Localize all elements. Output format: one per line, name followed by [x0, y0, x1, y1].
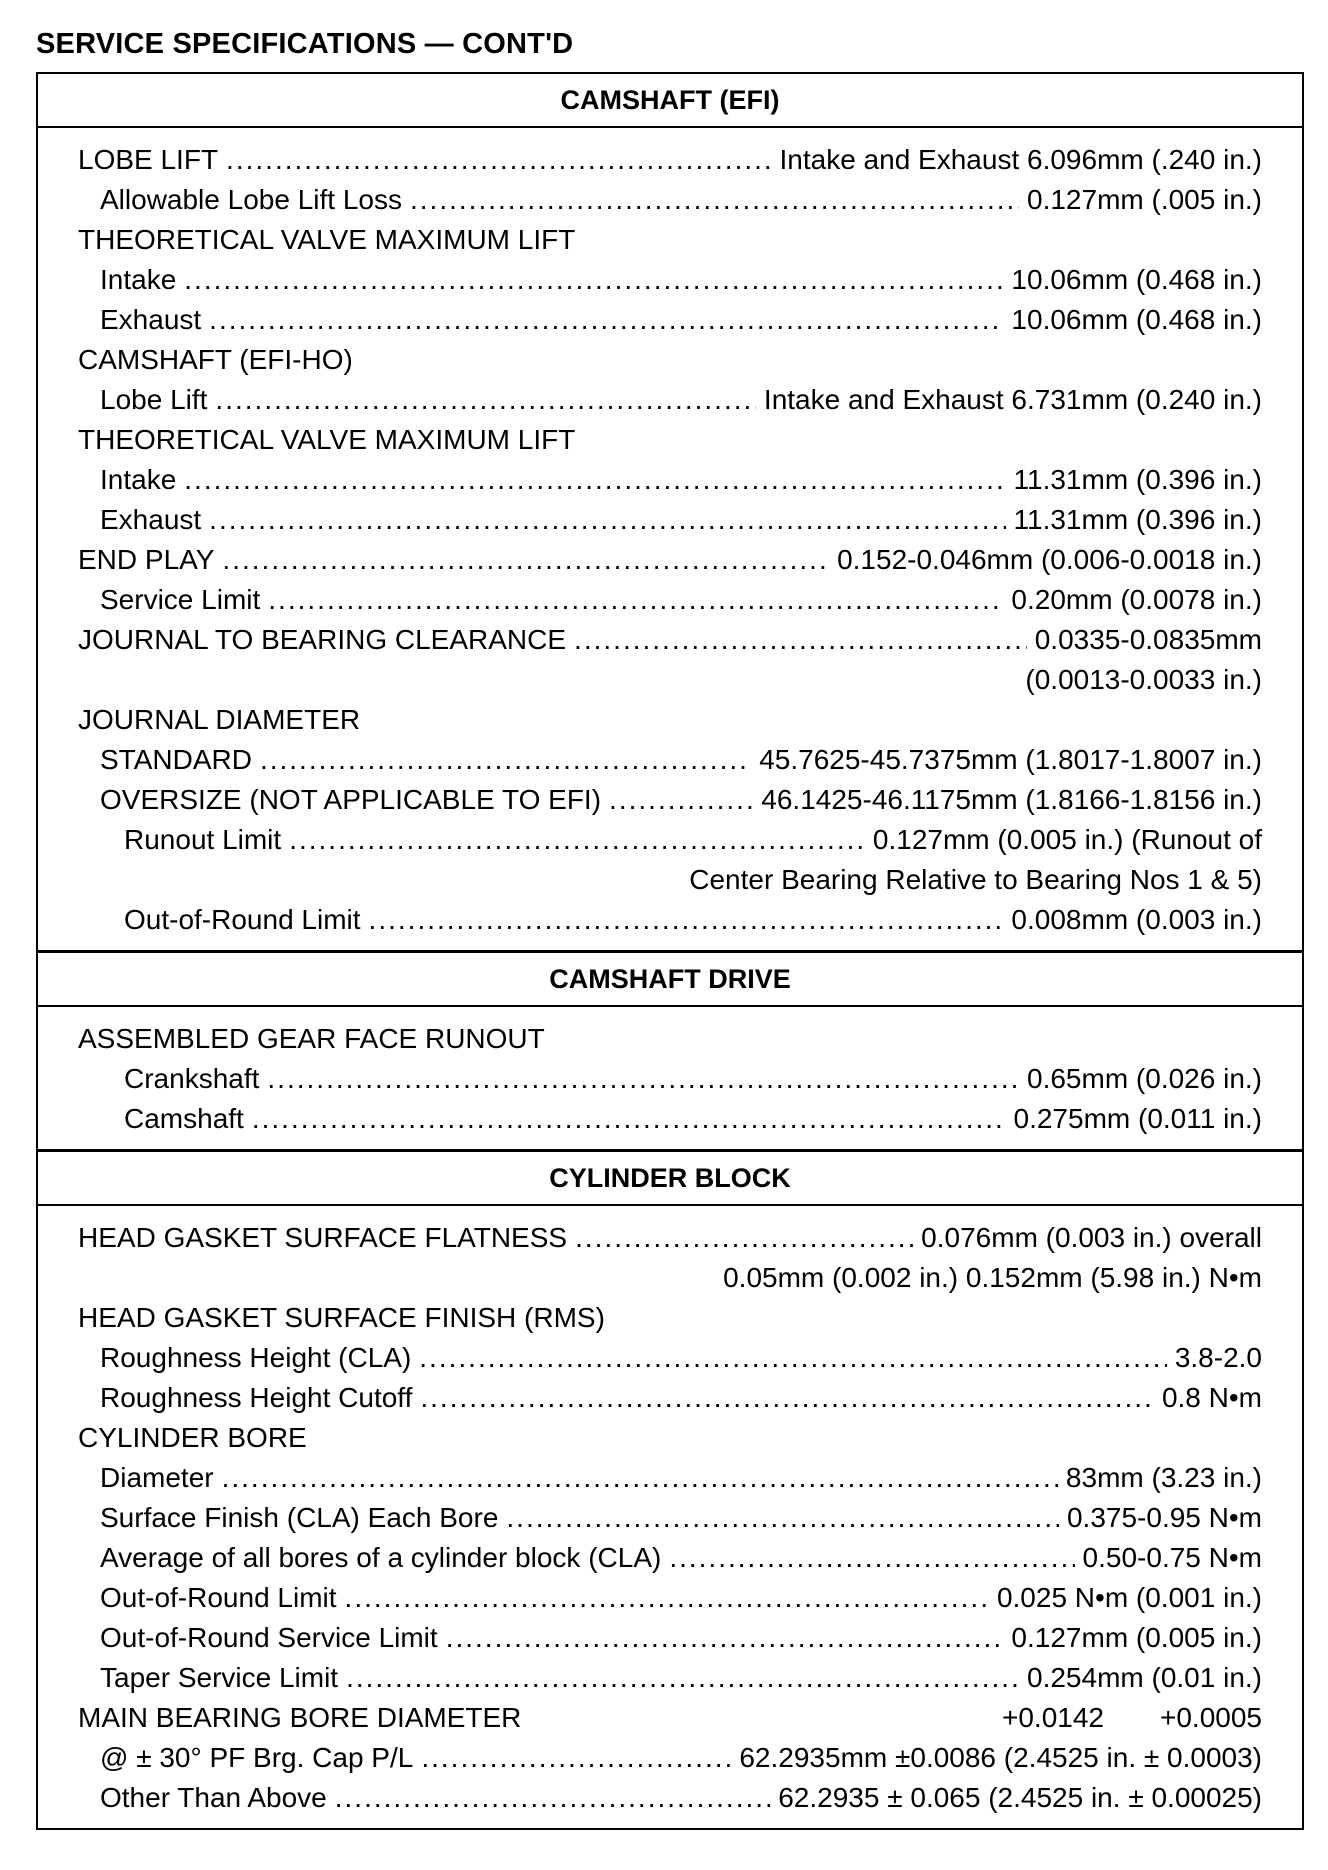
dot-leader	[506, 1498, 1059, 1538]
spec-heading: CYLINDER BORE	[78, 1422, 307, 1453]
spec-row-pf-brg-cap	[78, 1738, 1262, 1778]
spec-value: 0.254mm (0.01 in.)	[1027, 1662, 1262, 1693]
spec-value: Center Bearing Relative to Bearing Nos 1 & 5)	[689, 864, 1262, 895]
spec-value: 0.20mm (0.0078 in.)	[1011, 584, 1262, 615]
spec-value: Intake and Exhaust 6.731mm (0.240 in.)	[763, 384, 1262, 415]
spec-heading: JOURNAL DIAMETER	[78, 704, 361, 735]
spec-label: Exhaust	[100, 304, 202, 335]
spec-row-standard	[78, 740, 1262, 780]
spec-value: 11.31mm (0.396 in.)	[1013, 504, 1262, 535]
spec-row-out-of-round-limit	[78, 1578, 1262, 1618]
section-camshaft-efi	[38, 128, 1302, 953]
spec-heading-head-gasket-finish	[78, 1298, 1262, 1338]
spec-heading-theoretical-valve-lift-ho	[78, 420, 1262, 460]
spec-row-service-limit	[78, 580, 1262, 620]
spec-value: 11.31mm (0.396 in.)	[1013, 464, 1262, 495]
spec-value: 0.375-0.95 N•m	[1066, 1502, 1262, 1533]
tolerance-mm: +0.0142	[1002, 1702, 1104, 1733]
spec-label: Runout Limit	[124, 824, 282, 855]
spec-value: 0.127mm (0.005 in.) (Runout of	[872, 824, 1262, 855]
dot-leader	[260, 740, 751, 780]
spec-label: Average of all bores of a cylinder block (CLA)	[100, 1542, 662, 1573]
spec-row-intake-ho	[78, 460, 1262, 500]
spec-label: Surface Finish (CLA) Each Bore	[100, 1502, 499, 1533]
spec-value: 0.127mm (0.005 in.)	[1011, 1622, 1262, 1653]
section-header-camshaft-efi: CAMSHAFT (EFI)	[38, 74, 1302, 128]
spec-label: Exhaust	[100, 504, 202, 535]
dot-leader	[184, 460, 1005, 500]
spec-row-allowable-lobe-lift-loss	[78, 180, 1262, 220]
spec-value: 0.025 N•m (0.001 in.)	[996, 1582, 1262, 1613]
spec-value: (0.0013-0.0033 in.)	[1025, 664, 1262, 695]
dot-leader	[574, 620, 1027, 660]
spec-row-journal-bearing-clearance	[78, 620, 1262, 660]
spec-heading: THEORETICAL VALVE MAXIMUM LIFT	[78, 424, 576, 455]
dot-leader	[609, 780, 753, 820]
spec-row-exhaust	[78, 300, 1262, 340]
spec-label: STANDARD	[100, 744, 252, 775]
dot-leader	[289, 820, 865, 860]
spec-row-average-bores	[78, 1538, 1262, 1578]
dot-leader	[575, 1218, 913, 1258]
dot-leader	[268, 580, 1003, 620]
dot-leader	[209, 500, 1005, 540]
spec-row-continuation	[78, 660, 1262, 700]
spec-row-continuation	[78, 860, 1262, 900]
spec-row-exhaust-ho	[78, 500, 1262, 540]
spec-row-lobe-lift-ho	[78, 380, 1262, 420]
spec-row-head-gasket-flatness	[78, 1218, 1262, 1258]
spec-label: Crankshaft	[124, 1063, 260, 1094]
spec-row-taper-service-limit	[78, 1658, 1262, 1698]
dot-leader	[410, 180, 1019, 220]
spec-heading-cylinder-bore	[78, 1418, 1262, 1458]
dot-leader	[209, 300, 1003, 340]
spec-heading-gear-face-runout	[78, 1019, 1262, 1059]
spec-row-runout-limit	[78, 820, 1262, 860]
spec-label: Taper Service Limit	[100, 1662, 339, 1693]
dot-leader	[267, 1059, 1019, 1099]
spec-label: Out-of-Round Limit	[124, 904, 361, 935]
spec-row-out-of-round-service-limit	[78, 1618, 1262, 1658]
spec-value: 62.2935mm ±0.0086 (2.4525 in. ± 0.0003)	[739, 1742, 1262, 1773]
section-cylinder-block	[38, 1206, 1302, 1828]
spec-row-surface-finish	[78, 1498, 1262, 1538]
spec-row-continuation	[78, 1258, 1262, 1298]
dot-leader	[421, 1738, 731, 1778]
dot-leader	[215, 380, 756, 420]
dot-leader	[252, 1099, 1006, 1139]
spec-value: 83mm (3.23 in.)	[1065, 1462, 1262, 1493]
spec-label: Diameter	[100, 1462, 214, 1493]
spec-value: 46.1425-46.1175mm (1.8166-1.8156 in.)	[761, 784, 1262, 815]
spec-row-end-play	[78, 540, 1262, 580]
section-header-cylinder-block: CYLINDER BLOCK	[38, 1152, 1302, 1206]
spec-row-camshaft	[78, 1099, 1262, 1139]
dot-leader	[346, 1658, 1019, 1698]
spec-value: 10.06mm (0.468 in.)	[1011, 264, 1262, 295]
spec-label: HEAD GASKET SURFACE FLATNESS	[78, 1222, 568, 1253]
spec-heading: CAMSHAFT (EFI-HO)	[78, 344, 353, 375]
dot-leader	[345, 1578, 989, 1618]
spec-heading-camshaft-efi-ho	[78, 340, 1262, 380]
spec-heading-journal-diameter	[78, 700, 1262, 740]
spec-value: 0.0335-0.0835mm	[1034, 624, 1262, 655]
spec-row-diameter	[78, 1458, 1262, 1498]
spec-value: 45.7625-45.7375mm (1.8017-1.8007 in.)	[759, 744, 1262, 775]
spec-value: 10.06mm (0.468 in.)	[1011, 304, 1262, 335]
spec-row-intake	[78, 260, 1262, 300]
dot-leader	[446, 1618, 1004, 1658]
dot-leader	[369, 900, 1004, 940]
dot-leader	[184, 260, 1003, 300]
spec-label: LOBE LIFT	[78, 144, 219, 175]
dot-leader	[335, 1778, 770, 1818]
spec-label: OVERSIZE (NOT APPLICABLE TO EFI)	[100, 784, 602, 815]
spec-heading: ASSEMBLED GEAR FACE RUNOUT	[78, 1023, 545, 1054]
spec-value: 0.076mm (0.003 in.) overall	[921, 1222, 1262, 1253]
spec-label: Out-of-Round Limit	[100, 1582, 337, 1613]
tolerance-in: +0.0005	[1160, 1702, 1262, 1733]
spec-label: @ ± 30° PF Brg. Cap P/L	[100, 1742, 414, 1773]
spec-row-roughness-height	[78, 1338, 1262, 1378]
spec-label: END PLAY	[78, 544, 215, 575]
spec-heading: THEORETICAL VALVE MAXIMUM LIFT	[78, 224, 576, 255]
spec-value: 62.2935 ± 0.065 (2.4525 in. ± 0.00025)	[778, 1782, 1262, 1813]
dot-leader	[222, 540, 829, 580]
spec-label: Camshaft	[124, 1103, 244, 1134]
spec-label: MAIN BEARING BORE DIAMETER	[78, 1702, 522, 1733]
spec-value: 3.8-2.0	[1174, 1342, 1262, 1373]
spec-label: Roughness Height Cutoff	[100, 1382, 413, 1413]
spec-value: 0.127mm (.005 in.)	[1027, 184, 1262, 215]
dot-leader	[420, 1378, 1154, 1418]
spec-label: Service Limit	[100, 584, 261, 615]
spec-label: Intake	[100, 264, 177, 295]
spec-table	[36, 72, 1304, 1830]
spec-value: 0.008mm (0.003 in.)	[1011, 904, 1262, 935]
spec-value: Intake and Exhaust 6.096mm (.240 in.)	[779, 144, 1262, 175]
spec-row-main-bearing-bore	[78, 1698, 1262, 1738]
spec-heading: HEAD GASKET SURFACE FINISH (RMS)	[78, 1302, 605, 1333]
spec-value: 0.275mm (0.011 in.)	[1013, 1103, 1262, 1134]
spec-label: Lobe Lift	[100, 384, 208, 415]
spec-value: 0.65mm (0.026 in.)	[1027, 1063, 1262, 1094]
spec-label: JOURNAL TO BEARING CLEARANCE	[78, 624, 567, 655]
spec-row-oversize	[78, 780, 1262, 820]
spec-value: 0.05mm (0.002 in.) 0.152mm (5.98 in.) N•m	[723, 1262, 1262, 1293]
spec-label: Allowable Lobe Lift Loss	[100, 184, 402, 215]
spec-row-lobe-lift	[78, 140, 1262, 180]
spec-row-roughness-cutoff	[78, 1378, 1262, 1418]
tolerance-values	[1002, 1698, 1262, 1738]
page-title: SERVICE SPECIFICATIONS — CONT'D	[36, 28, 574, 60]
spec-value: 0.152-0.046mm (0.006-0.0018 in.)	[837, 544, 1262, 575]
spec-label: Other Than Above	[100, 1782, 327, 1813]
dot-leader	[419, 1338, 1167, 1378]
spec-row-crankshaft	[78, 1059, 1262, 1099]
spec-label: Intake	[100, 464, 177, 495]
spec-value: 0.50-0.75 N•m	[1082, 1542, 1262, 1573]
dot-leader	[669, 1538, 1074, 1578]
spec-row-other-than-above	[78, 1778, 1262, 1818]
spec-heading-theoretical-valve-lift	[78, 220, 1262, 260]
spec-label: Out-of-Round Service Limit	[100, 1622, 438, 1653]
spec-value: 0.8 N•m	[1161, 1382, 1262, 1413]
dot-leader	[222, 1458, 1058, 1498]
spec-row-out-of-round-limit	[78, 900, 1262, 940]
section-camshaft-drive	[38, 1007, 1302, 1152]
section-header-camshaft-drive: CAMSHAFT DRIVE	[38, 953, 1302, 1007]
spec-label: Roughness Height (CLA)	[100, 1342, 412, 1373]
dot-leader	[226, 140, 771, 180]
